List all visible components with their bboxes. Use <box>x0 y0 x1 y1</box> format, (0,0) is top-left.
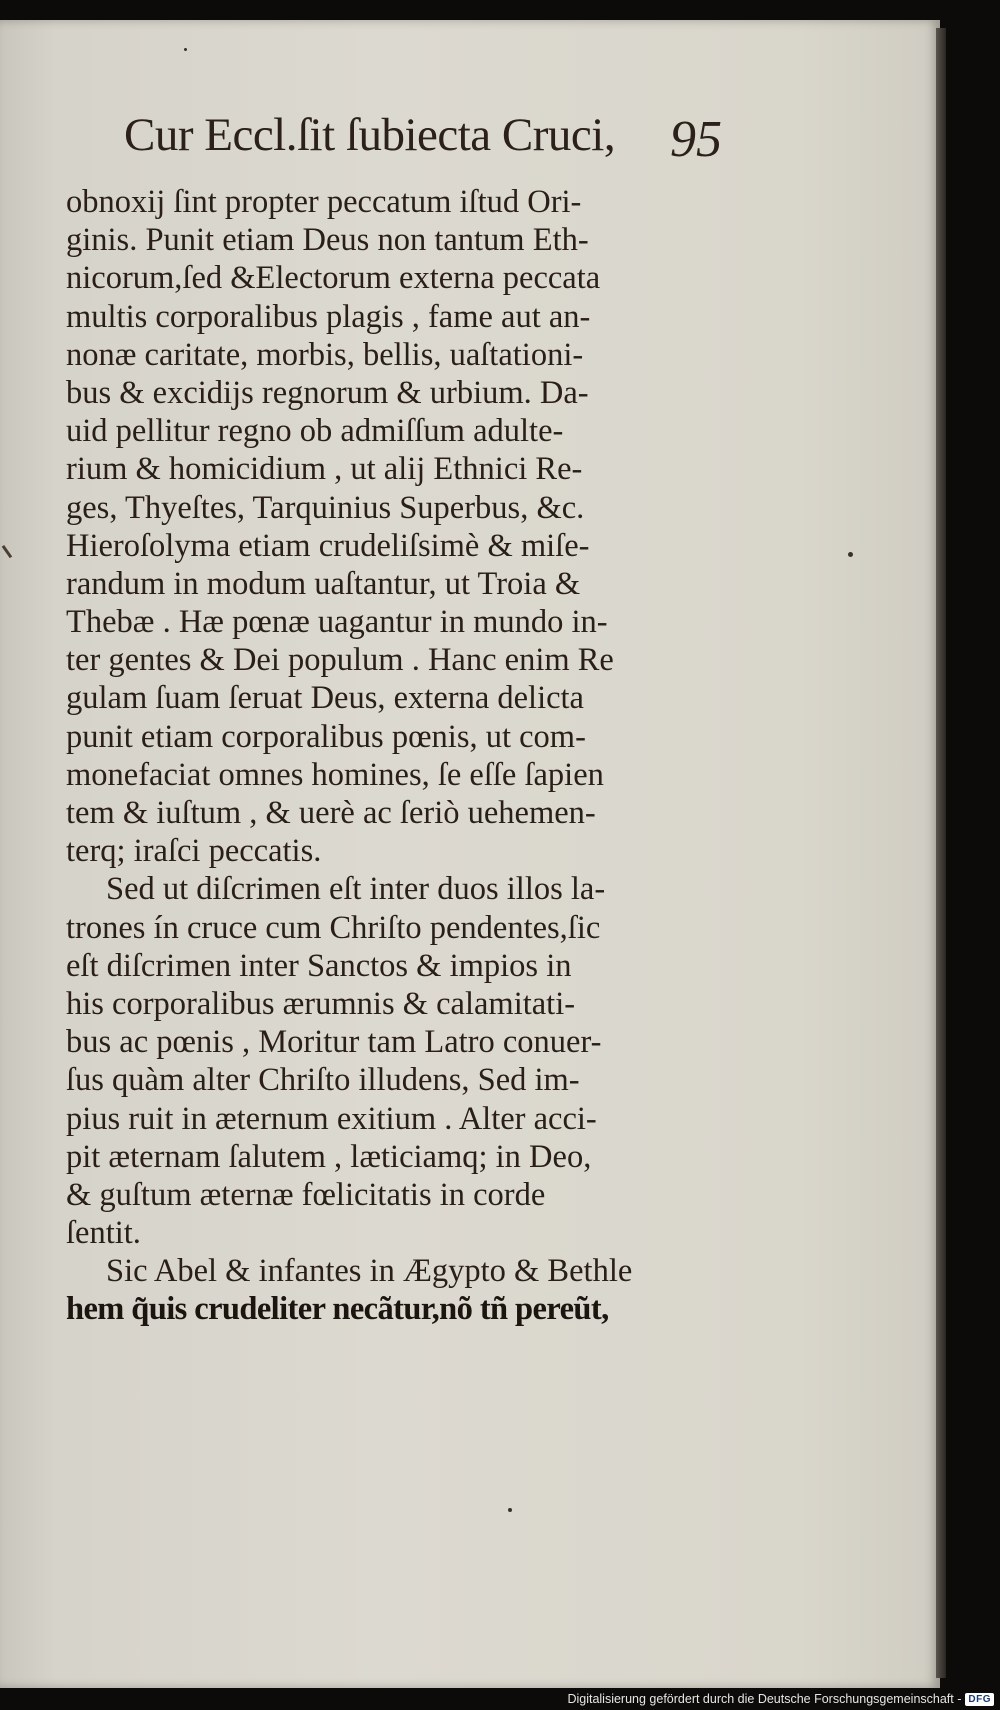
text-line: pit æternam ſalutem , læticiamq; in Deo, <box>66 1138 592 1175</box>
margin-mark <box>2 536 26 558</box>
text-line: bus & excidijs regnorum & urbium. Da- <box>66 374 589 411</box>
text-line: gulam ſuam ſeruat Deus, externa delicta <box>66 680 584 717</box>
text-line: obnoxij ſint propter peccatum iſtud Ori- <box>66 184 582 220</box>
book-page <box>0 20 940 1688</box>
text-line: nicorum,ſed &Electorum externa peccata <box>66 260 601 297</box>
text-line: ges, Thyeſtes, Tarquinius Superbus, &c. <box>66 489 585 526</box>
running-head <box>124 108 724 178</box>
text-line: terq; iraſci peccatis. <box>66 833 322 870</box>
text-line: & guſtum æternæ fœlicitatis in corde <box>66 1176 546 1213</box>
text-line: ſus quàm alter Chriſto illudens, Sed im- <box>66 1062 580 1099</box>
paragraph-start-line: Sic Abel & infantes in Ægypto & Bethle <box>106 1253 633 1290</box>
text-line: randum in modum uaſtantur, ut Troia & <box>66 565 581 602</box>
text-line: monefaciat omnes homines, ſe eſſe ſapien <box>66 756 604 793</box>
page-edge-shadow <box>936 28 946 1678</box>
text-line: ſentit. <box>66 1215 141 1252</box>
smudged-text-line: hem q̃uis crudeliter necãtur,nõ tñ pereũt, <box>66 1291 609 1328</box>
text-line: nonæ caritate, morbis, bellis, uaſtationi- <box>66 336 584 373</box>
page-number: 95 <box>670 111 722 168</box>
text-line: Thebæ . Hæ pœnæ uagantur in mundo in- <box>66 604 608 641</box>
body-text <box>66 183 726 1329</box>
text-line: ter gentes & Dei populum . Hanc enim Re <box>66 642 614 679</box>
text-line: eſt diſcrimen inter Sanctos & impios in <box>66 947 572 984</box>
text-line: tem & iuſtum , & uerè ac ſeriò uehemen- <box>66 795 596 831</box>
digitization-credit <box>567 1690 994 1708</box>
credit-text: Digitalisierung gefördert durch die Deutsche Forschungsgemeinschaft - <box>567 1692 962 1706</box>
text-line: his corporalibus ærumnis & calamitati- <box>66 985 576 1022</box>
ink-speck <box>508 1508 512 1512</box>
paragraph-start-line: Sed ut diſcrimen eſt inter duos illos la- <box>106 871 606 908</box>
ink-speck <box>848 552 853 557</box>
text-line: ginis. Punit etiam Deus non tantum Eth- <box>66 222 589 259</box>
text-line: trones ín cruce cum Chriſto pendentes,ſic <box>66 909 601 946</box>
running-title: Cur Eccl.ſit ſubiecta Cruci, <box>124 109 616 161</box>
text-line: pius ruit in æternum exitium . Alter acci- <box>66 1100 597 1137</box>
text-line: bus ac pœnis , Moritur tam Latro conuer- <box>66 1024 602 1061</box>
text-line: Hieroſolyma etiam crudeliſsimè & miſe- <box>66 527 590 564</box>
text-line: multis corporalibus plagis , fame aut an- <box>66 298 591 335</box>
text-line: punit etiam corporalibus pœnis, ut com- <box>66 718 586 755</box>
text-line: uid pellitur regno ob admiſſum adulte- <box>66 413 564 450</box>
dfg-logo: DFG <box>965 1693 994 1706</box>
ink-speck <box>184 48 187 51</box>
text-line: rium & homicidium , ut alij Ethnici Re- <box>66 451 583 488</box>
